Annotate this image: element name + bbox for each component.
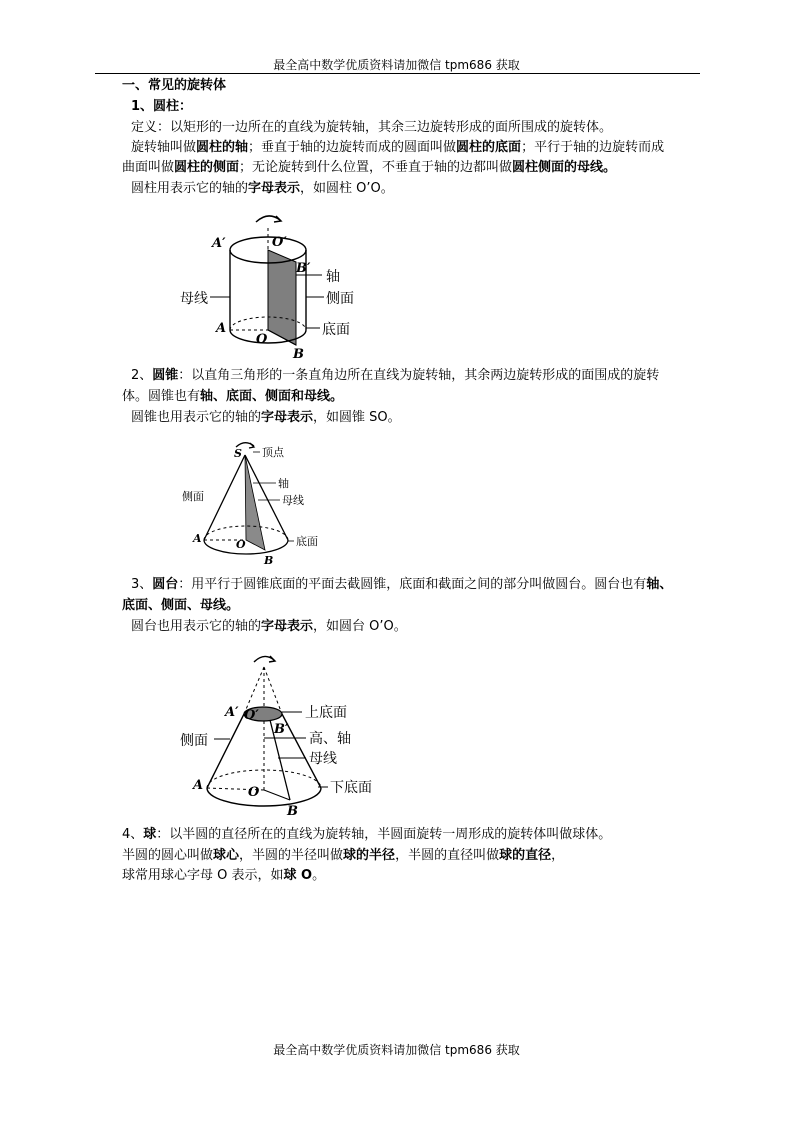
sphere-para-2 — [122, 847, 564, 865]
label-bottom-base: 下底面 — [330, 780, 372, 796]
base-front-arc — [204, 540, 288, 554]
sphere-para-1 — [122, 826, 611, 844]
label-A-top: A′ — [225, 705, 239, 720]
def-prefix: 定义： — [131, 120, 171, 135]
sphere-para-3 — [122, 867, 325, 885]
label-O-top: O′ — [244, 708, 259, 723]
label-A: A — [216, 321, 227, 336]
frustum-para-1 — [131, 576, 672, 594]
page-header: 最全高中数学优质资料请加微信 tpm686 获取 — [273, 58, 520, 72]
cone-para-1 — [131, 367, 659, 385]
cone-para-3 — [131, 409, 401, 427]
cylinder-para-3 — [131, 180, 394, 198]
header-rule — [95, 73, 700, 74]
def-text: 以矩形的一边所在的直线为旋转轴，其余三边旋转形成的面所围成的旋转体。 — [170, 120, 613, 135]
bottom-front-arc — [207, 788, 321, 806]
label-generatrix: 母线 — [180, 291, 208, 307]
label-axis: 轴 — [326, 269, 340, 285]
cone-figure — [175, 433, 335, 568]
cylinder-heading: 1、圆柱： — [131, 99, 193, 114]
text: ，半圆的半径叫做 — [239, 848, 344, 863]
label-B: B — [264, 554, 274, 567]
text: ：以半圆的直径所在的直线为旋转轴，半圆面旋转一周形成的旋转体叫做球体。 — [156, 827, 612, 842]
section-title: 一、常见的旋转体 — [122, 78, 227, 93]
term-axis: 圆柱的轴 — [196, 140, 249, 155]
label-B-top: B′ — [296, 261, 311, 276]
text: 圆台也用表示它的轴的 — [131, 619, 262, 634]
term-diameter: 球的直径 — [499, 848, 552, 863]
label-base: 底面 — [296, 535, 318, 548]
label-height-axis: 高、轴 — [309, 731, 351, 747]
label-B: B — [293, 347, 304, 362]
term-sphere: 球 — [143, 827, 157, 842]
text: 曲面叫做 — [122, 160, 175, 175]
label-B-top: B′ — [274, 722, 289, 737]
text: 体。圆锥也有 — [122, 389, 201, 404]
text: ，半圆的直径叫做 — [395, 848, 500, 863]
text: 3、 — [131, 577, 153, 592]
text: ，如圆柱 O’O。 — [300, 181, 394, 196]
label-O-top: O′ — [272, 235, 287, 250]
term-parts: 轴、底面、侧面和母线。 — [200, 389, 344, 404]
label-A: A — [193, 778, 204, 793]
term-letter: 字母表示 — [248, 181, 301, 196]
cone-para-2 — [122, 388, 343, 406]
term-sphere-o: 球 O — [283, 868, 313, 883]
text: 。 — [312, 868, 326, 883]
label-vertex: 顶点 — [262, 446, 284, 459]
text: ，如圆台 O’O。 — [313, 619, 407, 634]
label-top-base: 上底面 — [305, 705, 347, 721]
axial-section — [268, 250, 296, 345]
term-center: 球心 — [213, 848, 240, 863]
cylinder-figure — [170, 205, 370, 365]
text: 球常用球心字母 O 表示，如 — [122, 868, 284, 883]
frustum-para-3 — [131, 618, 407, 636]
text: 旋转轴叫做 — [131, 140, 197, 155]
term-generatrix: 圆柱侧面的母线。 — [512, 160, 617, 175]
frustum-figure — [175, 645, 385, 820]
cylinder-definition — [131, 119, 612, 137]
cylinder-para-1 — [131, 139, 664, 157]
text: 圆柱用表示它的轴的 — [131, 181, 249, 196]
term-radius: 球的半径 — [343, 848, 396, 863]
axial-triangle — [245, 455, 265, 550]
label-generatrix: 母线 — [282, 494, 304, 507]
left-generatrix — [204, 455, 245, 540]
label-side: 侧面 — [326, 291, 354, 307]
term-letter: 字母表示 — [261, 619, 314, 634]
label-axis: 轴 — [278, 477, 289, 490]
label-A-top: A′ — [212, 236, 226, 251]
text: ， — [551, 848, 565, 863]
term-letter: 字母表示 — [261, 410, 314, 425]
text: ，如圆锥 SO。 — [313, 410, 401, 425]
label-O: O — [236, 538, 246, 551]
text: 2、 — [131, 368, 153, 383]
radius-OB — [264, 790, 290, 800]
term-frustum: 圆台 — [152, 577, 179, 592]
text: 半圆的圆心叫做 — [122, 848, 214, 863]
term-cone: 圆锥 — [152, 368, 179, 383]
left-generatrix — [207, 714, 244, 788]
frustum-para-2 — [122, 597, 239, 615]
label-side: 侧面 — [182, 490, 204, 503]
text: 4、 — [122, 827, 144, 842]
label-O: O — [256, 332, 268, 347]
label-generatrix: 母线 — [309, 751, 337, 767]
bottom-back-arc — [207, 770, 321, 788]
text: ：以直角三角形的一条直角边所在直线为旋转轴，其余两边旋转形成的面围成的旋转 — [178, 368, 660, 383]
term-axis: 轴、 — [646, 577, 673, 592]
text: ；平行于轴的边旋转而成 — [521, 140, 665, 155]
text: ；垂直于轴的边旋转而成的圆面叫做 — [248, 140, 457, 155]
term-side: 圆柱的侧面 — [174, 160, 240, 175]
text: ：用平行于圆锥底面的平面去截圆锥，底面和截面之间的部分叫做圆台。圆台也有 — [178, 577, 647, 592]
label-O: O — [248, 785, 260, 800]
text: 圆锥也用表示它的轴的 — [131, 410, 262, 425]
cylinder-para-2 — [122, 159, 616, 177]
term-base: 圆柱的底面 — [456, 140, 522, 155]
label-A: A — [193, 532, 202, 545]
page-footer: 最全高中数学优质资料请加微信 tpm686 获取 — [273, 1043, 520, 1057]
term-parts: 底面、侧面、母线。 — [122, 598, 240, 613]
label-B: B — [287, 804, 298, 819]
label-base: 底面 — [322, 322, 350, 338]
label-side: 侧面 — [180, 733, 208, 749]
text: ；无论旋转到什么位置，不垂直于轴的边都叫做 — [239, 160, 513, 175]
label-S: S — [234, 447, 242, 460]
